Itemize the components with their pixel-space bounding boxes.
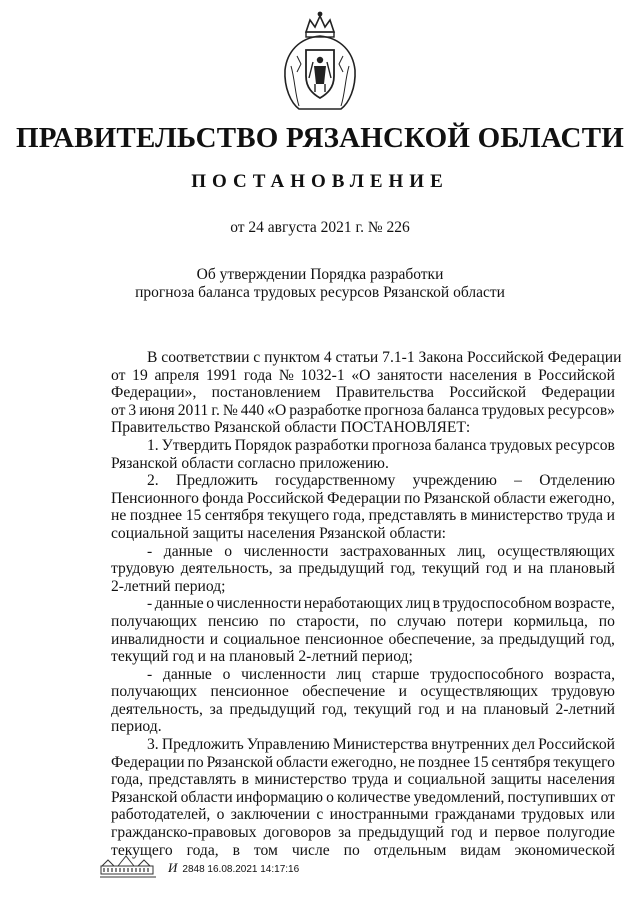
body-word: представлять xyxy=(368,507,457,525)
body-word: г. xyxy=(211,401,220,419)
body-word: в xyxy=(459,507,468,525)
body-word: о xyxy=(216,806,225,824)
body-word: неработающих xyxy=(303,595,404,613)
body-word: на xyxy=(461,700,477,718)
body-word: количестве xyxy=(336,788,411,806)
body-word: представлять xyxy=(148,771,237,789)
body-line xyxy=(111,789,615,807)
body-word: в xyxy=(432,595,441,613)
body-word: Федерации», xyxy=(111,384,197,402)
subject-line: прогноза баланса трудовых ресурсов Рязанской области xyxy=(135,284,505,301)
body-line xyxy=(111,543,615,561)
body-word: по xyxy=(598,612,615,630)
body-word: ежегодно, xyxy=(331,753,397,771)
body-word: «О xyxy=(267,401,287,419)
body-word: по xyxy=(343,841,360,859)
body-word: трудовых xyxy=(481,401,545,419)
body-word: текущий год и на плановый 2-летний период; xyxy=(111,648,413,666)
body-line xyxy=(111,806,615,824)
body-word: о xyxy=(326,788,334,806)
body-word: за xyxy=(209,700,223,718)
body-word: от xyxy=(111,366,126,384)
body-line xyxy=(111,525,615,543)
body-line xyxy=(111,824,615,842)
body-word: Российской xyxy=(246,489,324,507)
body-word: области xyxy=(180,788,233,806)
body-word: возрасте, xyxy=(554,595,615,613)
body-word: договоров xyxy=(263,824,332,842)
body-line xyxy=(111,718,615,736)
body-word: Российской xyxy=(449,384,527,402)
body-word: от xyxy=(600,788,615,806)
decree-type: ПОСТАНОВЛЕНИЕ xyxy=(191,171,449,192)
body-word: Утвердить xyxy=(161,436,232,454)
body-word: № xyxy=(278,366,294,384)
body-word: трудоспособном xyxy=(442,595,552,613)
body-word: кормильца, xyxy=(513,612,588,630)
body-word: за xyxy=(480,630,494,648)
body-word: баланса xyxy=(426,401,479,419)
body-word: 15 xyxy=(185,507,202,525)
body-word: пенсию xyxy=(207,612,259,630)
body-line xyxy=(111,701,615,719)
body-word: Российской xyxy=(538,736,615,754)
body-word: год xyxy=(485,560,508,578)
body-word: 19 xyxy=(132,366,148,384)
body-word: за xyxy=(338,824,352,842)
body-word: поступивших xyxy=(507,788,598,806)
body-word: предыдущий xyxy=(498,630,585,648)
body-word: постановлением xyxy=(211,384,321,402)
body-word: текущий xyxy=(353,700,412,718)
body-word: экономической xyxy=(514,841,615,859)
body-word: работодателей, xyxy=(111,806,211,824)
body-word: видам xyxy=(460,841,501,859)
body-word: иностранными xyxy=(329,806,429,824)
body-word: населения xyxy=(547,771,615,789)
body-word: не xyxy=(399,753,415,771)
body-word: и xyxy=(446,700,455,718)
body-word: области xyxy=(493,489,546,507)
body-word: том xyxy=(253,841,278,859)
body-word: инвалидности xyxy=(111,630,205,648)
body-word: данные xyxy=(163,542,213,560)
body-word: трудовых xyxy=(489,436,553,454)
body-word: плановый xyxy=(483,700,549,718)
body-word: 2-летний xyxy=(555,700,615,718)
body-word: обеспечение xyxy=(302,683,386,701)
body-word: позднее xyxy=(129,507,183,525)
body-word: информацию xyxy=(235,788,324,806)
body-word: населения xyxy=(449,366,518,384)
body-word: о xyxy=(224,542,233,560)
body-word: апреля xyxy=(154,366,200,384)
body-word: текущего xyxy=(267,507,330,525)
body-word: года, xyxy=(186,841,219,859)
body-line xyxy=(111,648,615,666)
body-word: сентября xyxy=(491,753,551,771)
body-word: Правительство Рязанской области ПОСТАНОВЛЯЕТ: xyxy=(111,419,471,437)
body-word: 1032-1 xyxy=(300,366,345,384)
body-word: лиц xyxy=(336,665,362,683)
body-word: Предложить xyxy=(161,736,244,754)
body-word: занятости xyxy=(377,366,443,384)
body-word: предыдущий xyxy=(298,560,385,578)
government-title: ПРАВИТЕЛЬСТВО РЯЗАНСКОЙ ОБЛАСТИ xyxy=(16,122,624,154)
body-word: год, xyxy=(589,630,615,648)
body-word: Рязанской xyxy=(423,489,491,507)
body-word: фонда xyxy=(202,489,244,507)
body-word: баланса xyxy=(434,436,487,454)
body-word: - xyxy=(147,595,153,613)
body-word: труда xyxy=(566,507,603,525)
body-word: труда xyxy=(352,771,389,789)
body-word: по xyxy=(269,612,286,630)
body-word: трудовую xyxy=(551,683,615,701)
body-word: ресурсов xyxy=(555,436,615,454)
body-word: 1991 xyxy=(205,366,238,384)
body-line xyxy=(111,419,615,437)
body-word: год xyxy=(418,700,440,718)
body-word: численности xyxy=(216,595,302,613)
body-word: прогноза xyxy=(364,401,424,419)
body-word: Рязанской xyxy=(111,788,178,806)
body-word: период. xyxy=(111,718,162,736)
body-word: численности xyxy=(243,542,329,560)
body-word: и xyxy=(606,507,615,525)
body-word: министерство xyxy=(470,507,564,525)
body-word: Российской xyxy=(538,366,615,384)
body-line xyxy=(111,683,615,701)
body-word: внутренних xyxy=(431,736,510,754)
body-word: пенсионное xyxy=(210,683,289,701)
body-line xyxy=(111,472,615,490)
body-line xyxy=(111,595,615,613)
body-word: 15 xyxy=(472,753,489,771)
body-word: и xyxy=(393,771,403,789)
body-word: 2011 xyxy=(177,401,209,419)
body-word: № xyxy=(222,401,238,419)
body-word: год, xyxy=(390,560,416,578)
body-word: Управлению xyxy=(246,736,330,754)
body-word: прогноза xyxy=(371,436,432,454)
body-word: - xyxy=(147,665,153,683)
body-word: данные xyxy=(162,665,212,683)
registration-number-timestamp: 2848 16.08.2021 14:17:16 xyxy=(182,864,300,875)
body-word: возраста, xyxy=(554,665,615,683)
body-line xyxy=(111,349,622,367)
body-word: года, xyxy=(111,771,144,789)
body-word: года, xyxy=(332,507,365,525)
body-word: лиц, xyxy=(457,542,486,560)
body-word: Рязанской области согласно приложению. xyxy=(111,454,389,472)
body-word: старше xyxy=(371,665,420,683)
coat-of-arms-icon xyxy=(279,8,361,113)
body-word: застрахованных xyxy=(339,542,446,560)
body-word: Федерации xyxy=(327,489,401,507)
body-word: плановый xyxy=(549,560,615,578)
body-word: «О xyxy=(351,366,371,384)
body-word: лиц xyxy=(405,595,431,613)
body-line xyxy=(111,771,615,789)
body-word: Правительства xyxy=(335,384,434,402)
body-word: трудоспособного xyxy=(430,665,544,683)
body-word: Пенсионного xyxy=(111,489,199,507)
body-word: 3 xyxy=(128,401,137,419)
body-word: ресурсов» xyxy=(547,401,615,419)
body-word: текущего xyxy=(111,841,173,859)
body-word: социальное xyxy=(223,630,300,648)
body-line xyxy=(111,402,615,420)
body-word: старости, xyxy=(296,612,360,630)
body-word: год xyxy=(450,824,473,842)
body-line xyxy=(111,367,615,385)
body-line xyxy=(111,455,615,473)
body-word: разработки xyxy=(295,436,369,454)
body-word: гражданами xyxy=(434,806,516,824)
body-word: разработке xyxy=(289,401,362,419)
body-word: осуществляющих xyxy=(497,542,615,560)
body-word: и xyxy=(513,560,522,578)
body-word: отдельным xyxy=(373,841,447,859)
body-word: уведомлений, xyxy=(413,788,505,806)
body-word: ежегодно, xyxy=(549,489,615,507)
body-word: пенсионное xyxy=(305,630,384,648)
body-word: социальной защиты населения Рязанской области: xyxy=(111,524,447,542)
body-line xyxy=(111,437,615,455)
body-word: о xyxy=(206,595,215,613)
body-word: год, xyxy=(321,700,348,718)
body-word: 2. xyxy=(147,472,159,490)
body-word: Порядок xyxy=(234,436,292,454)
body-word: и xyxy=(398,683,407,701)
body-word: предыдущий xyxy=(229,700,316,718)
body-word: в xyxy=(232,841,240,859)
body-line xyxy=(111,631,615,649)
body-line xyxy=(111,507,615,525)
body-word: учреждению xyxy=(412,472,497,490)
body-word: 2-летний период; xyxy=(111,577,226,595)
body-word: министерство xyxy=(254,771,347,789)
body-word: социальной xyxy=(407,771,486,789)
body-word: Рязанской xyxy=(206,753,274,771)
body-word: получающих xyxy=(111,683,198,701)
body-word: предыдущий xyxy=(358,824,444,842)
body-line xyxy=(111,736,615,754)
body-line xyxy=(111,490,615,508)
body-word: текущий xyxy=(421,560,480,578)
body-word: по xyxy=(404,489,421,507)
decree-body xyxy=(111,349,622,859)
body-word: текущего xyxy=(553,753,615,771)
body-word: по xyxy=(370,612,387,630)
body-word: случаю xyxy=(397,612,446,630)
body-word: Предложить xyxy=(175,472,258,490)
body-word: и xyxy=(479,824,488,842)
body-word: Министерства xyxy=(332,736,429,754)
body-word: обеспечение, xyxy=(388,630,476,648)
body-word: 1. xyxy=(147,436,159,454)
body-word: – xyxy=(514,472,522,490)
body-word: 440 xyxy=(240,401,265,419)
body-word: и xyxy=(209,630,219,648)
body-word: в xyxy=(241,771,250,789)
document-mark: И xyxy=(168,860,178,875)
body-line xyxy=(111,754,615,772)
decree-date-number: от 24 августа 2021 г. № 226 xyxy=(230,219,410,236)
body-word: 3. xyxy=(147,736,159,754)
body-word: гражданско-правовых xyxy=(111,824,257,842)
body-word: Федерации xyxy=(111,753,185,771)
body-word: - xyxy=(147,542,153,560)
body-word: по xyxy=(187,753,204,771)
body-word: потери xyxy=(456,612,503,630)
body-word: не xyxy=(111,507,127,525)
body-word: о xyxy=(222,665,231,683)
printing-stamp-icon xyxy=(98,852,158,880)
body-line xyxy=(111,384,615,402)
body-word: в xyxy=(523,366,532,384)
body-word: Федерации xyxy=(541,384,615,402)
decree-subject xyxy=(0,266,640,302)
body-word: сентября xyxy=(204,507,264,525)
body-word: данные xyxy=(154,595,204,613)
body-word: числе xyxy=(291,841,330,859)
body-word: года xyxy=(243,366,273,384)
body-word: трудовых xyxy=(521,806,585,824)
body-word: первое xyxy=(494,824,540,842)
body-word: на xyxy=(527,560,544,578)
body-line xyxy=(111,578,615,596)
body-word: деятельность, xyxy=(180,560,273,578)
body-word: получающих xyxy=(111,612,198,630)
body-line xyxy=(111,666,615,684)
body-word: области xyxy=(276,753,329,771)
body-word: или xyxy=(590,806,615,824)
body-word: за xyxy=(278,560,293,578)
body-line xyxy=(111,613,615,631)
body-word: от xyxy=(111,401,126,419)
body-word: Отделению xyxy=(539,472,615,490)
document-footer xyxy=(98,852,358,880)
body-word: деятельность, xyxy=(111,700,203,718)
body-word: полугодие xyxy=(546,824,615,842)
body-word: с xyxy=(316,806,324,824)
document-registration-code xyxy=(168,860,299,876)
body-word: заключении xyxy=(230,806,311,824)
body-word: осуществляющих xyxy=(420,683,539,701)
body-word: В соответствии с пунктом 4 статьи 7.1-1 Закона Российской Федерации xyxy=(147,349,622,366)
body-word: дел xyxy=(512,736,536,754)
body-word: государственному xyxy=(275,472,396,490)
body-word: трудовую xyxy=(111,560,175,578)
subject-line: Об утверждении Порядка разработки xyxy=(196,266,444,283)
body-line xyxy=(111,560,615,578)
body-word: защиты xyxy=(490,771,542,789)
body-word: позднее xyxy=(417,753,471,771)
body-word: численности xyxy=(241,665,326,683)
body-word: июня xyxy=(139,401,175,419)
